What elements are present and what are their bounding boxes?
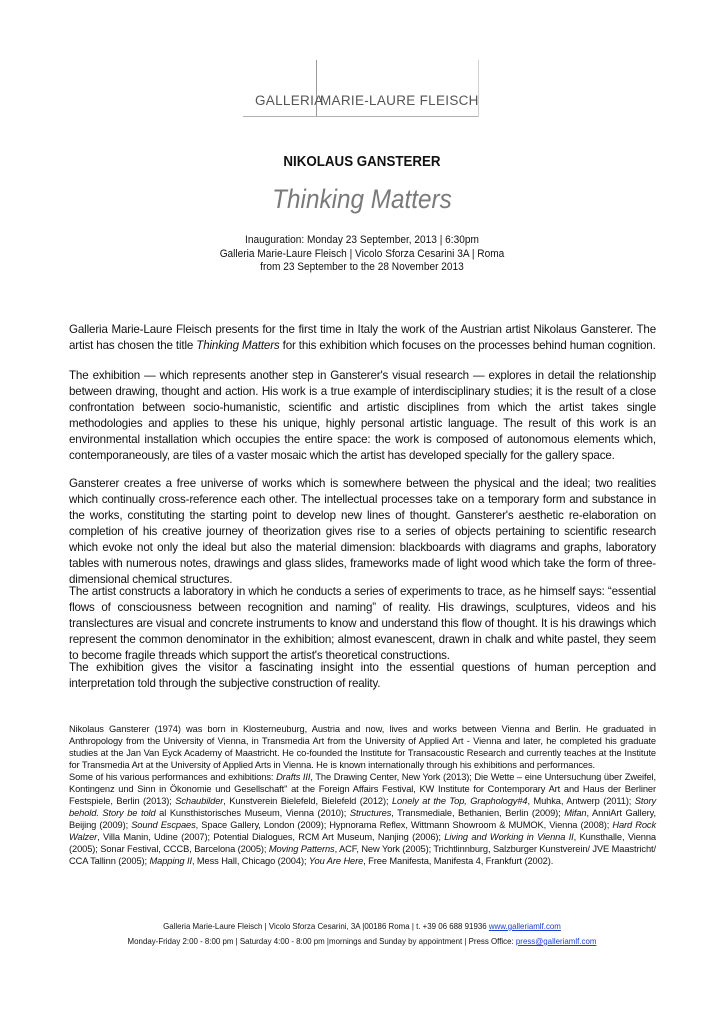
bio-work-title: Sound Escpaes — [131, 820, 196, 830]
bio-text: , Free Manifesta, Manifesta 4, Frankfurt (2002). — [363, 856, 554, 866]
bio-work-title: Lonely at the Top, Graphology#4 — [391, 796, 528, 806]
gallery-logo — [243, 60, 479, 120]
bio-text: , Kunstverein Bielefeld, Bielefeld (2012); — [223, 796, 392, 806]
press-email-link[interactable]: press@galleriamlf.com — [515, 936, 597, 946]
bio-work-title: Structures — [349, 808, 392, 818]
bio-text: al Kunsthistorisches Museum, Vienna (2010); — [155, 808, 350, 818]
logo-word-name: MARIE-LAURE FLEISCH — [320, 93, 479, 108]
footer-address-text: Galleria Marie-Laure Fleisch | Vicolo Sforza Cesarini, 3A |00186 Roma | t. +39 06 688 91936 — [163, 921, 489, 931]
bio-text: , Mess Hall, Chicago (2004); — [191, 856, 309, 866]
paragraph-laboratory: The artist constructs a laboratory in which he conducts a series of experiments to trace, as he himself says: “essential flows of consciousness between recognition and naming” of reality. His drawings, sculptures, videos and his translectures are visual and concrete instruments to know and understand this flow of thought. It is his drawings which represent the common denominator in the exhibition; almost evanescent, drawn in chalk and white pastel, they seem to become fragile threads which support the artist's theoretical constructions. — [69, 585, 656, 662]
bio-work-title: Hard Rock Walzer — [69, 820, 657, 842]
artist-name: NIKOLAUS GANSTERER — [283, 154, 441, 170]
logo-word-galleria: GALLERIA — [255, 93, 324, 108]
info-line-inauguration: Inauguration: Monday 23 September, 2013 | 6:30pm — [245, 234, 479, 246]
bio-text: , Muhka, Antwerp (2011); — [527, 796, 635, 806]
paragraph-exhibition: The exhibition — which represents another step in Gansterer's visual research — explores in detail the relationship between drawing, thought and action. His work is a true example of interdisciplinary studies; it is the result of a close confrontation between socio-humanistic, scientific and artistic disciplines from which the artist takes single methodologies and applies to these his unique, highly personal artistic language. The result of this work is an environmental installation which occupies the entire space: the work is composed of autonomous elements which, contemporaneously, are tiles of a vaster mosaic which the artist has developed specially for the gallery space. — [69, 369, 656, 462]
bio-work-title: Schaubilder — [175, 796, 224, 806]
bio-work-title: You Are Here — [308, 856, 364, 866]
bio-work-title: Mapping II — [149, 856, 192, 866]
logo-divider-right — [478, 60, 479, 117]
paragraph-intro-text-a: Galleria Marie-Laure Fleisch presents for the first time in Italy the work of the Austrian artist Nikolaus Gansterer. The artist has chosen the title — [69, 323, 656, 352]
bio-work-title: Drafts III — [276, 772, 311, 782]
exhibitions-list — [69, 771, 656, 867]
bio-text: Some of his various performances and exhibitions: — [69, 772, 277, 782]
info-line-dates: from 23 September to the 28 November 2013 — [260, 261, 464, 273]
bio-text: , The Drawing Center, New York (2013); Die Wette – eine Untersuchung über Zweifel, Kontingenz und Sinn in Ökonomie und Gesellschaft" at the Foreign Affairs Festival, KW Institute for Contemporary Art and Haus der Berliner Festspiele, Berlin (2013); — [69, 772, 656, 806]
logo-divider-horizontal — [243, 116, 479, 117]
bio-text: , Kunsthalle, Vienna (2005); Sonar Festival, CCCB, Barcelona (2005); — [69, 832, 656, 854]
paragraph-intro-title: Thinking Matters — [196, 339, 280, 352]
exhibition-info — [29, 234, 695, 275]
footer-hours — [29, 936, 695, 946]
bio-work-title: Living and Working in Vienna II — [444, 832, 574, 842]
bio-text: , ACF, New York (2005); Trichtlinnburg, Salzburger Kunstverein/ JVE Maastricht/ CCA Tallinn (2005); — [69, 844, 656, 866]
bio-text: , Villa Manin, Udine (2007); Potential Dialogues, RCM Art Museum, Nanjing (2006); — [97, 832, 445, 842]
paragraph-universe: Gansterer creates a free universe of works which is somewhere between the physical and the ideal; two realities which continually cross-reference each other. The intellectual processes take on a temporary form and substance in the works, constituting the starting point to develop new lines of thought. Gansterer's aesthetic re-elaboration on completion of his creative journey of theorization gives rise to a series of objects pertaining to scientific research which evoke not only the ideal but also the material dimension: blackboards with diagrams and graphs, laboratory tables with numerous notes, drawings and glass slides, frameworks made of light wood which take the form of three-dimensional chemical structures. — [69, 477, 656, 586]
paragraph-intro-text-b: for this exhibition which focuses on the processes behind human cognition. — [279, 339, 656, 352]
bio-work-title: Story behold. Story be told — [69, 796, 656, 818]
bio-work-title: Moving Patterns — [268, 844, 335, 854]
info-line-address: Galleria Marie-Laure Fleisch | Vicolo Sforza Cesarini 3A | Roma — [219, 247, 505, 260]
exhibition-title: Thinking Matters — [272, 184, 452, 214]
bio-text: , AnniArt Gallery, Beijing (2009); — [69, 808, 656, 830]
bio-text: , Transmediale, Bethanien, Berlin (2009); — [391, 808, 565, 818]
bio-work-title: Mifan — [564, 808, 587, 818]
paragraph-insight: The exhibition gives the visitor a fascinating insight into the essential questions of human perception and interpretation told through the subjective construction of reality. — [69, 661, 656, 690]
website-link[interactable]: www.galleriamlf.com — [488, 921, 561, 931]
footer-address — [29, 921, 695, 931]
paragraph-intro — [69, 322, 656, 354]
bio-text: , Space Gallery, London (2009); Hypnorama Reflex, Wittmann Showroom & MUMOK, Vienna (2008); — [195, 820, 613, 830]
footer-hours-text: Monday-Friday 2:00 - 8:00 pm | Saturday 4:00 - 8:00 pm |mornings and Sunday by appointment | Press Office: — [127, 936, 516, 946]
artist-bio: Nikolaus Gansterer (1974) was born in Klosterneuburg, Austria and now, lives and works between Vienna and Berlin. He graduated in Anthropology from the University of Vienna, in Transmedia Art from the University of Applied Art - Vienna and later, he completed his graduate studies at the Jan Van Eyck Academy of Maastricht. He co-founded the Institute for Transacoustic Research and currently teaches at the Institute for Transmedia Art at the University of Applied Arts in Vienna. He is known internationally through his exhibitions and performances. — [69, 724, 656, 770]
